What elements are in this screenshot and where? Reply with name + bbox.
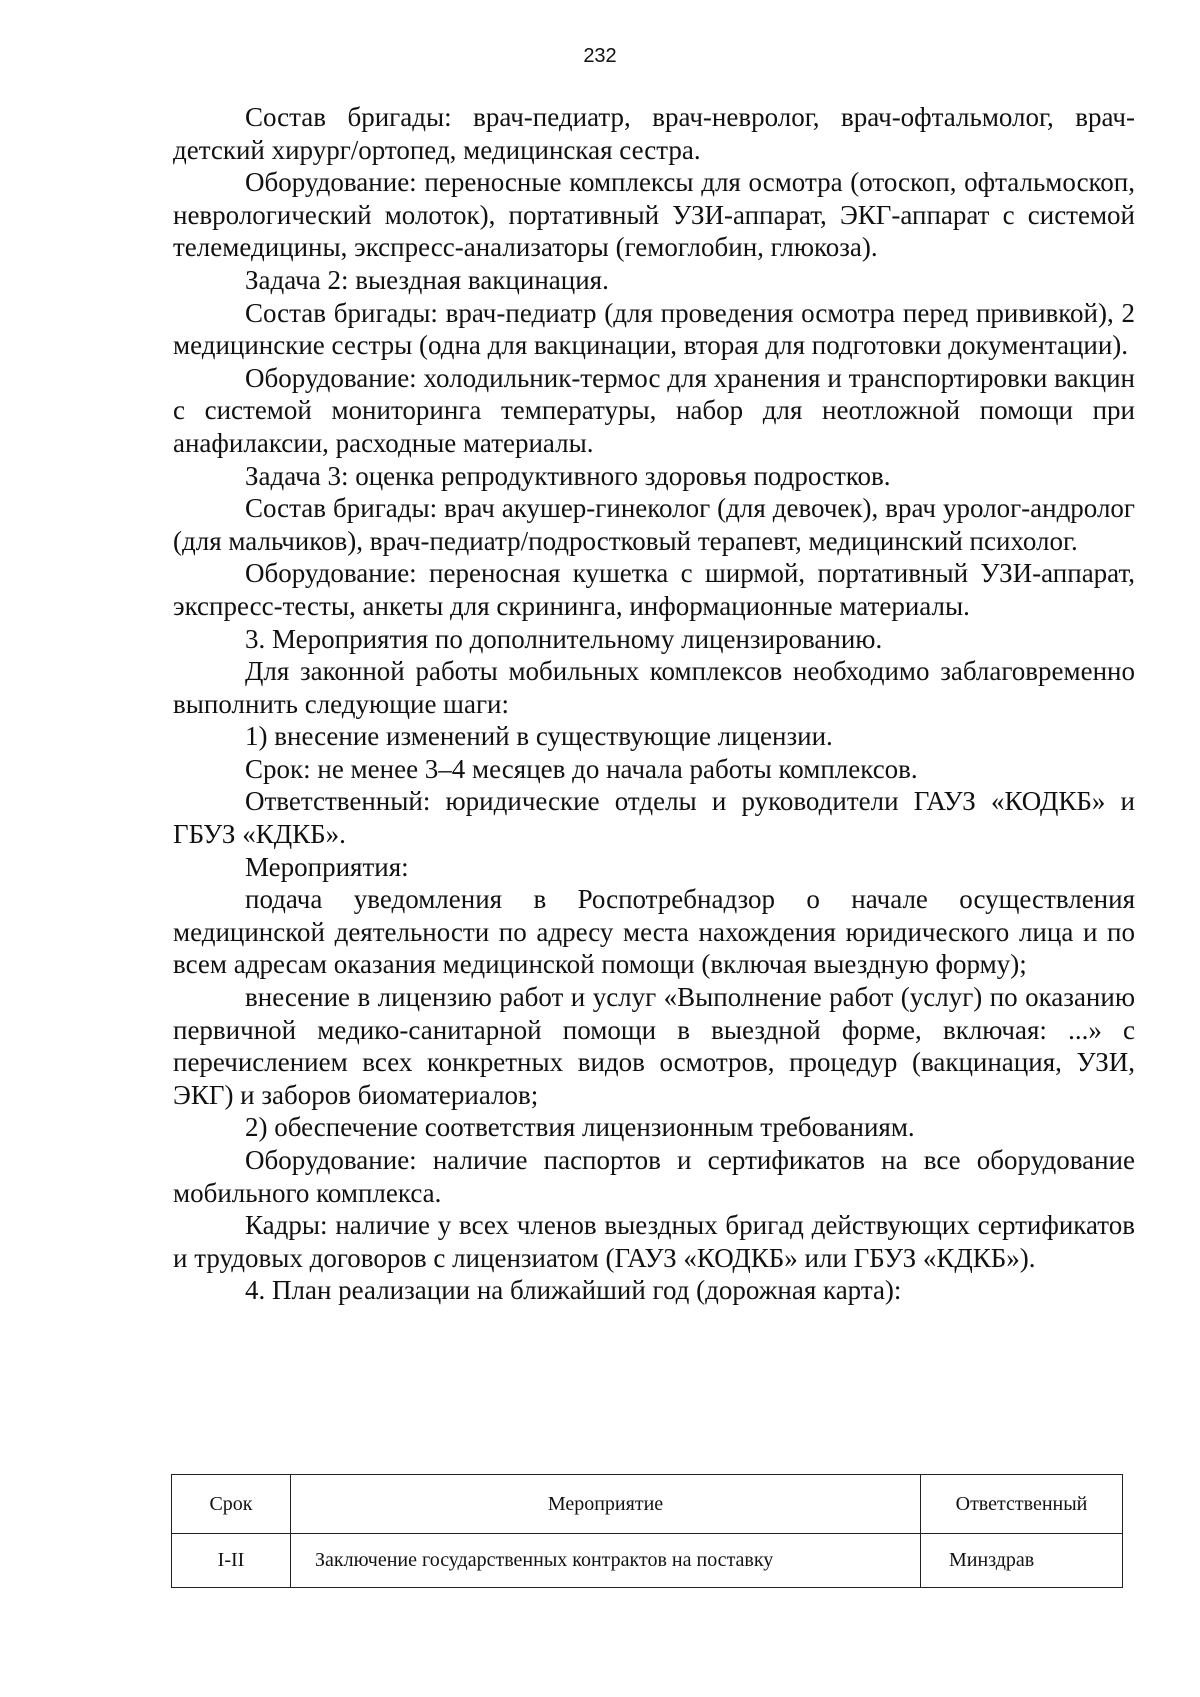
- paragraph-team-composition-2: Состав бригады: врач-педиатр (для проведения осмотра перед прививкой), 2 медицинские сестры (одна для вакцинации, вторая для подготовки документации).: [173, 297, 1135, 361]
- table-cell-responsible: Минздрав: [921, 1534, 1123, 1588]
- paragraph-equipment-1: Оборудование: переносные комплексы для осмотра (отоскоп, офтальмоскоп, неврологический молоток), портативный УЗИ-аппарат, ЭКГ-аппарат с системой телемедицины, экспресс-анализаторы (гемоглобин, глюкоза).: [173, 167, 1135, 263]
- paragraph-team-composition-3: Состав бригады: врач акушер-гинеколог (для девочек), врач уролог-андролог (для мальчиков), врач-педиатр/подростковый терапевт, медицинский психолог.: [173, 493, 1135, 556]
- paragraph-notification: подача уведомления в Роспотребнадзор о начале осуществления медицинской деятельности по адресу места нахождения юридического лица и по всем адресам оказания медицинской помощи (включая выездную форму);: [173, 884, 1135, 980]
- table-header-row: [172, 1475, 1123, 1534]
- document-body: [173, 101, 1135, 1307]
- table-header-responsible: Ответственный: [921, 1475, 1123, 1534]
- paragraph-deadline: Срок: не менее 3–4 месяцев до начала работы комплексов.: [245, 753, 918, 784]
- paragraph-staff-compliance: Кадры: наличие у всех членов выездных бригад действующих сертификатов и трудовых договоров с лицензиатом (ГАУЗ «КОДКБ» или ГБУЗ «КДКБ»).: [173, 1210, 1135, 1273]
- paragraph-responsible: Ответственный: юридические отделы и руководители ГАУЗ «КОДКБ» и ГБУЗ «КДКБ».: [173, 786, 1135, 850]
- list-item-license-changes: 1) внесение изменений в существующие лицензии.: [245, 721, 833, 752]
- section-heading-roadmap: 4. План реализации на ближайший год (дорожная карта):: [245, 1275, 902, 1306]
- paragraph-measures-label: Мероприятия:: [245, 851, 409, 882]
- paragraph-equipment-compliance: Оборудование: наличие паспортов и сертификатов на все оборудование мобильного комплекса.: [173, 1145, 1135, 1208]
- table-cell-event: Заключение государственных контрактов на поставку: [291, 1534, 921, 1588]
- list-item-compliance: 2) обеспечение соответствия лицензионным требованиям.: [245, 1112, 915, 1143]
- table-header-event: Мероприятие: [291, 1475, 921, 1534]
- paragraph-team-composition-1: Состав бригады: врач-педиатр, врач-невролог, врач-офтальмолог, врач-детский хирург/ортопед, медицинская сестра.: [173, 102, 1135, 165]
- paragraph-equipment-2: Оборудование: холодильник-термос для хранения и транспортировки вакцин с системой мониторинга температуры, набор для неотложной помощи при анафилаксии, расходные материалы.: [173, 362, 1135, 458]
- page-number: 232: [583, 45, 617, 67]
- section-heading-licensing: 3. Мероприятия по дополнительному лицензированию.: [245, 623, 883, 654]
- paragraph-licensing-intro: Для законной работы мобильных комплексов необходимо заблаговременно выполнить следующие шаги:: [173, 656, 1135, 719]
- table-header-deadline: Срок: [172, 1475, 291, 1534]
- table-row: [172, 1534, 1123, 1588]
- paragraph-task-3: Задача 3: оценка репродуктивного здоровья подростков.: [245, 460, 891, 491]
- table-cell-deadline: I-II: [172, 1534, 291, 1588]
- paragraph-task-2: Задача 2: выездная вакцинация.: [245, 264, 609, 295]
- paragraph-equipment-3: Оборудование: переносная кушетка с ширмой, портативный УЗИ-аппарат, экспресс-тесты, анкеты для скрининга, информационные материалы.: [173, 558, 1135, 621]
- paragraph-license-amendment: внесение в лицензию работ и услуг «Выполнение работ (услуг) по оказанию первичной медико-санитарной помощи в выездной форме, включая: ...» с перечислением всех конкретных видов осмотров, процедур (вакцинация, УЗИ, ЭКГ) и заборов биоматериалов;: [173, 982, 1135, 1110]
- roadmap-table: [171, 1474, 1123, 1588]
